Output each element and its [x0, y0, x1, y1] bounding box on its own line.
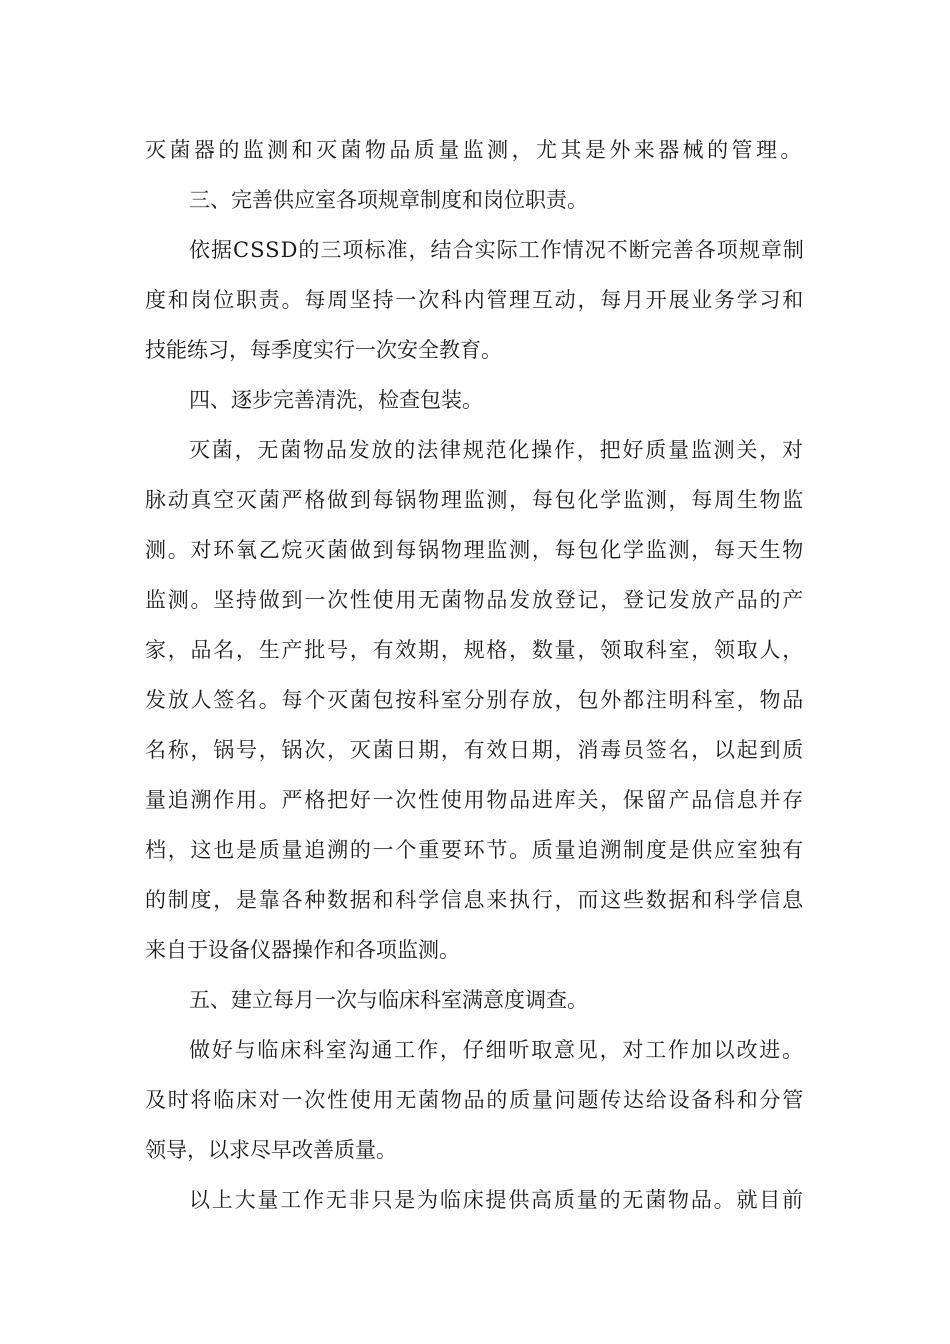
- text-line: 及时将临床对一次性使用无菌物品的质量问题传达给设备科和分管: [145, 1088, 806, 1112]
- text-line: 度和岗位职责。每周坚持一次科内管理互动，每月开展业务学习和: [145, 288, 806, 312]
- text-line: 名称，锅号，锅次，灭菌日期，有效日期，消毒员签名，以起到质: [145, 738, 806, 762]
- text-line: 依据CSSD的三项标准，结合实际工作情况不断完善各项规章制: [189, 238, 805, 262]
- text-line: 量追溯作用。严格把好一次性使用物品进库关，保留产品信息并存: [145, 788, 806, 812]
- text-line: 技能练习，每季度实行一次安全教育。: [145, 338, 502, 362]
- text-line: 测。对环氧乙烷灭菌做到每锅物理监测，每包化学监测，每天生物: [145, 538, 806, 562]
- text-line: 来自于设备仪器操作和各项监测。: [145, 938, 460, 962]
- text-line: 脉动真空灭菌严格做到每锅物理监测，每包化学监测，每周生物监: [145, 488, 806, 512]
- text-line: 家，品名，生产批号，有效期，规格，数量，领取科室，领取人，: [145, 638, 806, 662]
- text-line: 以上大量工作无非只是为临床提供高质量的无菌物品。就目前: [189, 1188, 805, 1212]
- text-line: 档，这也是质量追溯的一个重要环节。质量追溯制度是供应室独有: [145, 838, 806, 862]
- text-line: 发放人签名。每个灭菌包按科室分别存放，包外都注明科室，物品: [145, 688, 806, 712]
- text-line: 领导，以求尽早改善质量。: [145, 1138, 397, 1162]
- section-heading: 四、逐步完善清洗，检查包装。: [189, 388, 483, 412]
- text-line: 灭菌，无菌物品发放的法律规范化操作，把好质量监测关，对: [189, 438, 805, 462]
- text-line: 灭菌器的监测和灭菌物品质量监测，尤其是外来器械的管理。: [145, 138, 805, 162]
- text-line: 监测。坚持做到一次性使用无菌物品发放登记，登记发放产品的产: [145, 588, 806, 612]
- text-line: 的制度，是靠各种数据和科学信息来执行，而这些数据和科学信息: [145, 888, 806, 912]
- text-line: 做好与临床科室沟通工作，仔细听取意见，对工作加以改进。: [189, 1038, 805, 1062]
- section-heading: 五、建立每月一次与临床科室满意度调查。: [189, 988, 588, 1012]
- section-heading: 三、完善供应室各项规章制度和岗位职责。: [189, 188, 588, 212]
